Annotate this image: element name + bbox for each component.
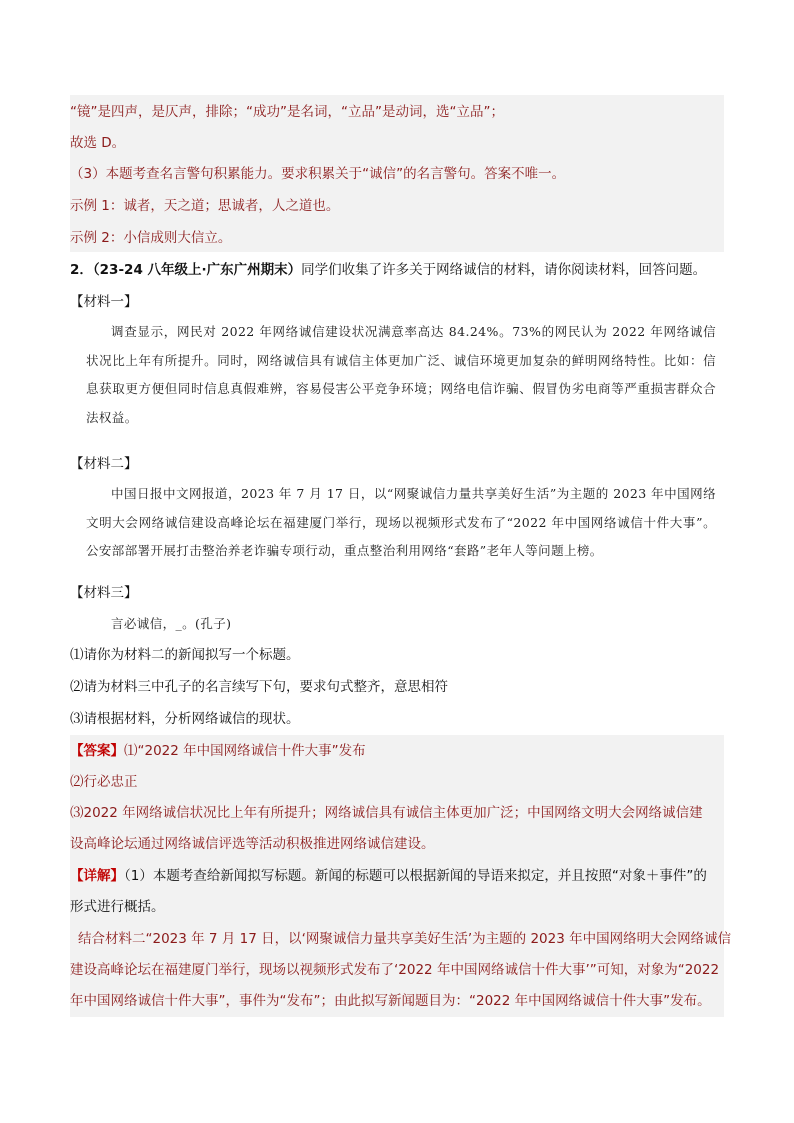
question-text: 同学们收集了许多关于网络诚信的材料，请你阅读材料，回答问题。 [301, 262, 707, 278]
top-line-1: “镜”是四声，是仄声，排除；“成功”是名词，“立品”是动词，选“立品”； [70, 104, 504, 120]
material-3-text: 言必诚信，_。(孔子) [111, 616, 232, 631]
answer-2: ⑵行必忠正 [70, 774, 138, 790]
material-2-text: 中国日报中文网报道，2023 年 7 月 17 日，以“网聚诚信力量共享美好生活”为主题的 2023 年中国网络文明大会网络诚信建设高峰论坛在福建厦门举行，现场以视频形式发布了“2022 年中国网络诚信十件大事”。公安部部署开展打击整治养老诈骗专项行动，重点整治利用网络“套路”老年人等问题上榜。 [86, 486, 716, 558]
detail-line-4: 建设高峰论坛在福建厦门举行，现场以视频形式发布了‘2022 年中国网络诚信十件大事’”可知，对象为“2022 [70, 962, 720, 978]
detail-line-5: 年中国网络诚信十件大事”，事件为“发布”；由此拟写新闻题目为：“2022 年中国网络诚信十件大事”发布。 [70, 993, 711, 1009]
sub-question-1: ⑴请你为材料二的新闻拟写一个标题。 [70, 647, 300, 663]
material-1-text: 调查显示，网民对 2022 年网络诚信建设状况满意率高达 84.24%。73%的网民认为 2022 年网络诚信状况比上年有所提升。同时，网络诚信具有诚信主体更加广泛、诚信环境更加复杂的鲜明网络特性。比如：信息获取更方便但同时信息真假难辨，容易侵害公平竞争环境；网络电信诈骗、假冒伪劣电商等严重损害群众合法权益。 [86, 324, 716, 425]
detail-line-1 [70, 866, 724, 886]
sub-question-2: ⑵请为材料三中孔子的名言续写下句，要求句式整齐，意思相符 [70, 679, 448, 695]
question-source: （23-24 八年级上·广东广州期末） [92, 262, 302, 278]
material-1-heading: 【材料一】 [70, 294, 138, 310]
example-1-label: 示例 1： [70, 198, 124, 214]
example-1-text: 诚者，天之道；思诚者，人之道也。 [123, 198, 340, 214]
answer-3-line-1: ⑶2022 年网络诚信状况比上年有所提升；网络诚信具有诚信主体更加广泛；中国网络文明大会网络诚信建 [70, 805, 703, 821]
top-line-5 [70, 228, 724, 248]
top-line-3: （3）本题考查名言警句积累能力。要求积累关于“诚信”的名言警句。答案不唯一。 [70, 166, 566, 182]
sub-question-3: ⑶请根据材料，分析网络诚信的现状。 [70, 711, 300, 727]
detail-label: 【详解】 [70, 868, 124, 884]
answer-line-1 [70, 741, 724, 761]
example-2-text: 小信成则大信立。 [123, 230, 232, 246]
detail-line-2: 形式进行概括。 [70, 899, 165, 915]
top-line-4 [70, 196, 724, 216]
detail-line-3: 结合材料二“2023 年 7 月 17 日，以‘网聚诚信力量共享美好生活’为主题的 2023 年中国网络明大会网络诚信 [78, 931, 732, 947]
top-line-2: 故选 D。 [70, 135, 126, 151]
question-number: 2． [70, 262, 93, 278]
question-stem [70, 260, 724, 280]
answer-label: 【答案】 [70, 743, 124, 759]
detail-text-1: （1）本题考查给新闻拟写标题。新闻的标题可以根据新闻的导语来拟定，并且按照“对象＋事件”的 [124, 868, 707, 884]
material-2-heading: 【材料二】 [70, 456, 138, 472]
answer-1: ⑴“2022 年中国网络诚信十件大事”发布 [124, 743, 366, 759]
material-3-heading: 【材料三】 [70, 585, 138, 601]
example-2-label: 示例 2： [70, 230, 124, 246]
answer-3-line-2: 设高峰论坛通过网络诚信评选等活动积极推进网络诚信建设。 [70, 836, 435, 852]
